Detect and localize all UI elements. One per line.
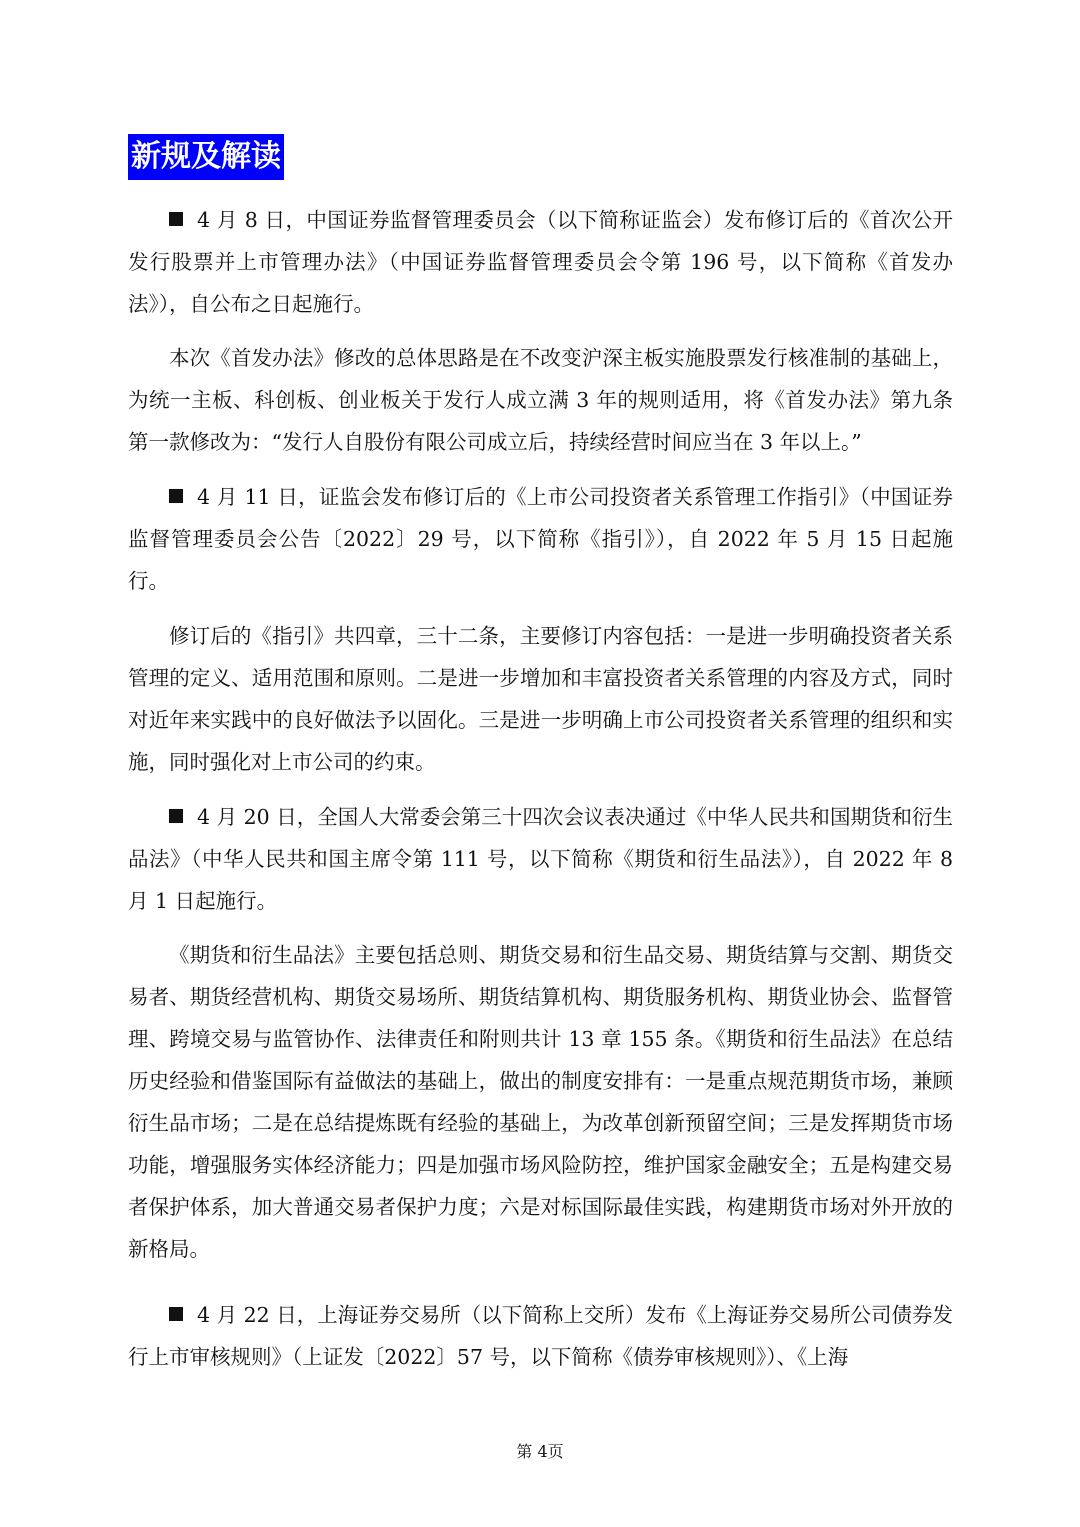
interpretation-paragraph [128,337,953,463]
news-item-paragraph [128,1294,953,1378]
paragraph-text: 4 月 20 日，全国人大常委会第三十四次会议表决通过《中华人民共和国期货和衍生品法》（中华人民共和国主席令第 111 号，以下简称《期货和衍生品法》），自 2022 年 8 月 1 日起施行。 [128,805,953,913]
news-item-paragraph [128,476,953,602]
paragraph-text: 本次《首发办法》修改的总体思路是在不改变沪深主板实施股票发行核准制的基础上，为统一主板、科创板、创业板关于发行人成立满 3 年的规则适用，将《首发办法》第九条第一款修改为：“发行人自股份有限公司成立后，持续经营时间应当在 3 年以上。” [128,346,953,454]
bullet-square-icon [169,809,183,823]
interpretation-paragraph [128,934,953,1270]
paragraph-text: 4 月 8 日，中国证券监督管理委员会（以下简称证监会）发布修订后的《首次公开发行股票并上市管理办法》（中国证券监督管理委员会令第 196 号，以下简称《首发办法》），自公布之日起施行。 [128,208,953,316]
section-title: 新规及解读 [128,134,284,180]
paragraph-text: 修订后的《指引》共四章，三十二条，主要修订内容包括：一是进一步明确投资者关系管理的定义、适用范围和原则。二是进一步增加和丰富投资者关系管理的内容及方式，同时对近年来实践中的良好做法予以固化。三是进一步明确上市公司投资者关系管理的组织和实施，同时强化对上市公司的约束。 [128,624,953,774]
paragraph-text: 4 月 22 日，上海证券交易所（以下简称上交所）发布《上海证券交易所公司债券发行上市审核规则》（上证发〔2022〕57 号，以下简称《债券审核规则》）、《上海 [128,1303,953,1369]
news-item-paragraph [128,796,953,922]
paragraph-text: 《期货和衍生品法》主要包括总则、期货交易和衍生品交易、期货结算与交割、期货交易者、期货经营机构、期货交易场所、期货结算机构、期货服务机构、期货业协会、监督管理、跨境交易与监管协作、法律责任和附则共计 13 章 155 条。《期货和衍生品法》在总结历史经验和借鉴国际有益做法的基础上，做出的制度安排有：一是重点规范期货市场，兼顾衍生品市场；二是在总结提炼既有经验的基础上，为改革创新预留空间；三是发挥期货市场功能，增强服务实体经济能力；四是加强市场风险防控，维护国家金融安全；五是构建交易者保护体系，加大普通交易者保护力度；六是对标国际最佳实践，构建期货市场对外开放的新格局。 [128,943,953,1261]
bullet-square-icon [169,489,183,503]
bullet-square-icon [169,1307,183,1321]
page-number: 第 4页 [516,1442,564,1461]
news-item-paragraph [128,199,953,325]
interpretation-paragraph [128,615,953,783]
bullet-square-icon [169,212,183,226]
paragraph-text: 4 月 11 日，证监会发布修订后的《上市公司投资者关系管理工作指引》（中国证券监督管理委员会公告〔2022〕29 号，以下简称《指引》），自 2022 年 5 月 15 日起施行。 [128,485,953,593]
